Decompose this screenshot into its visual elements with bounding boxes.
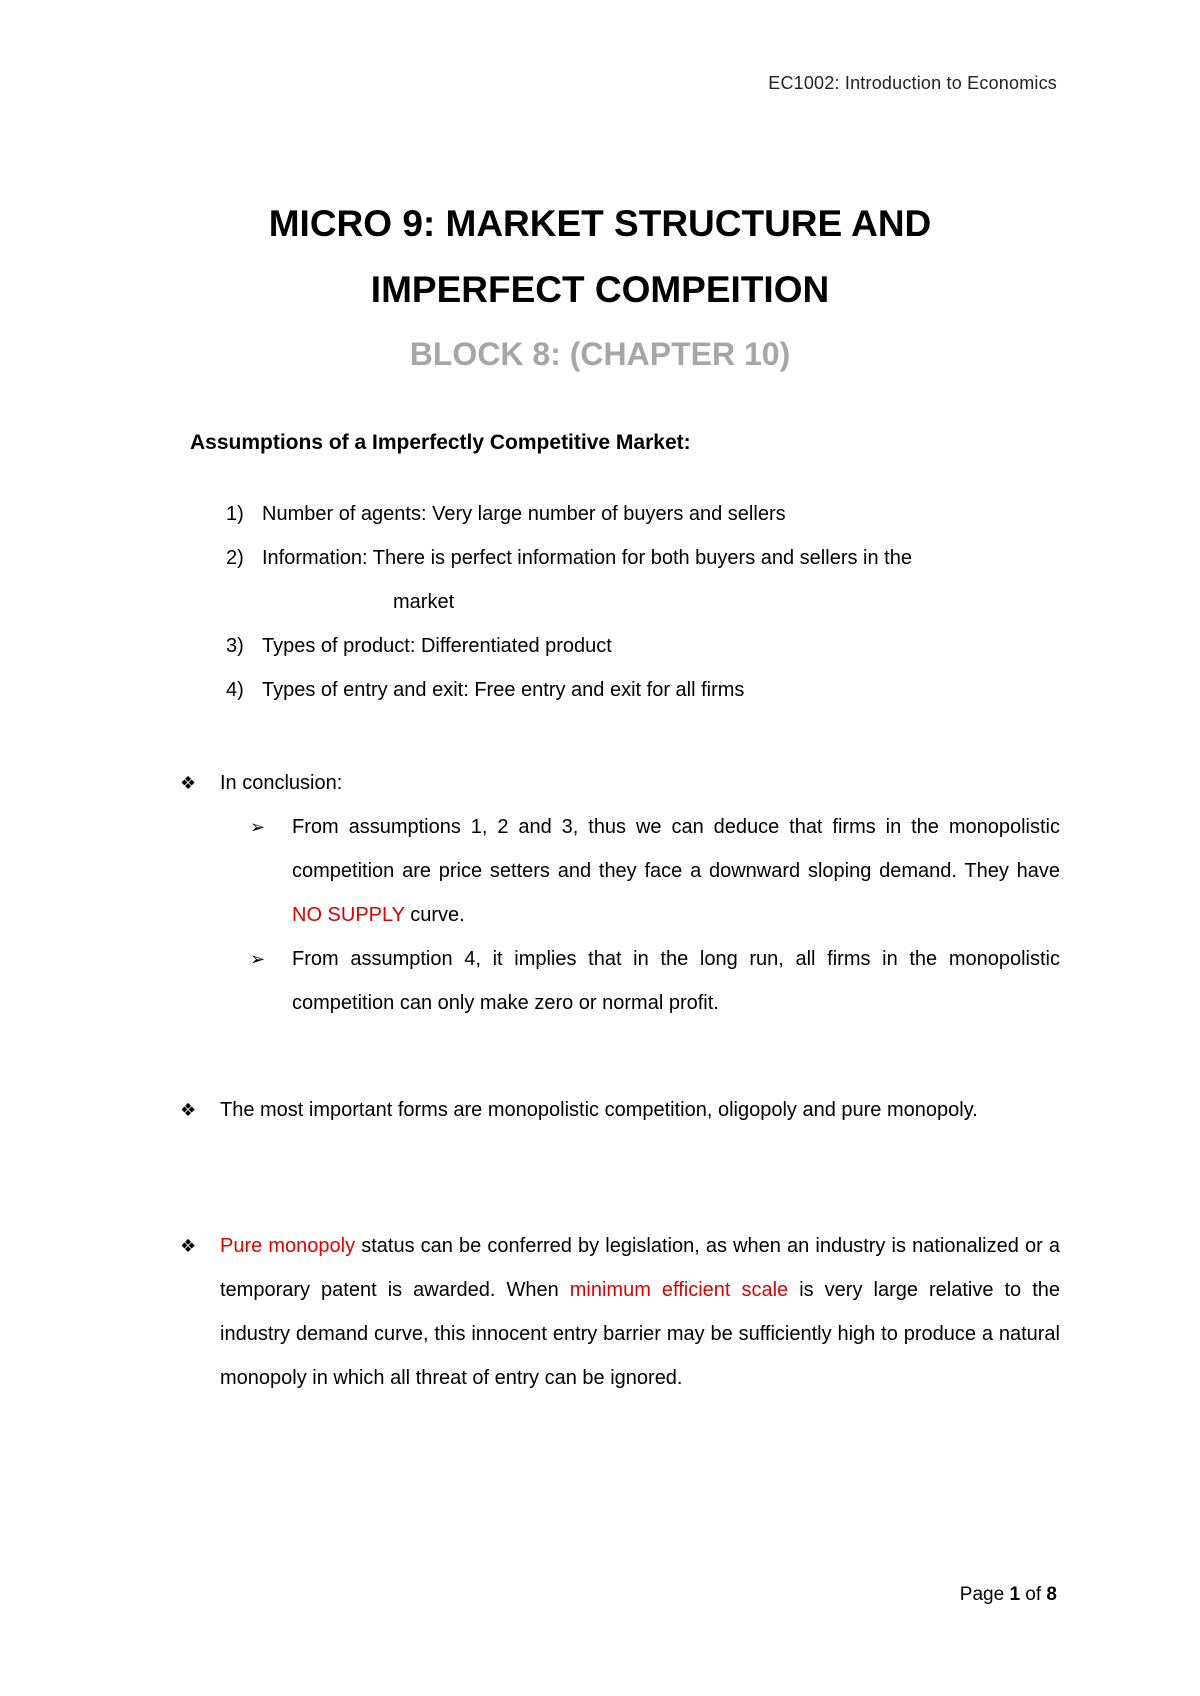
list-item-number: 1) — [226, 503, 244, 525]
conclusion-point-2-text: From assumption 4, it implies that in the long run, all firms in the monopolistic competition can only make zero or normal profit. — [292, 948, 1060, 1014]
total-pages: 8 — [1046, 1584, 1057, 1605]
arrow-bullet-icon: ➢ — [250, 817, 266, 837]
list-item-text: Types of product: Differentiated product — [262, 635, 612, 657]
list-item — [226, 536, 1026, 624]
conclusion-label: In conclusion: — [220, 772, 343, 794]
list-item-text: Types of entry and exit: Free entry and exit for all firms — [262, 679, 745, 701]
pure-monopoly-text-2: is very large relative to the industry demand curve, this innocent entry barrier may be sufficiently high to produce a natural monopoly in which all threat of entry can be ignored. — [220, 1279, 1061, 1389]
document-title-line-2: IMPERFECT COMPEITION — [370, 269, 830, 310]
diamond-bullet-icon: ❖ — [180, 1236, 197, 1256]
page-number: 1 — [1009, 1584, 1021, 1605]
pure-monopoly-section — [180, 1224, 1060, 1400]
list-item-text: Information: There is perfect information for both buyers and sellers in the — [262, 547, 912, 569]
assumptions-heading: Assumptions of a Imperfectly Competitive Market: — [190, 431, 691, 454]
list-item — [226, 492, 1026, 536]
forms-section — [180, 1088, 1060, 1132]
no-supply-highlight: NO SUPPLY — [292, 904, 405, 926]
diamond-bullet-icon: ❖ — [180, 773, 197, 793]
document-subtitle: BLOCK 8: (CHAPTER 10) — [409, 336, 791, 372]
conclusion-point-1 — [250, 805, 1060, 937]
page-header: EC1002: Introduction to Economics — [768, 73, 1057, 93]
diamond-bullet-icon: ❖ — [180, 1100, 197, 1120]
document-title-line-1: MICRO 9: MARKET STRUCTURE AND — [268, 203, 932, 244]
pure-monopoly-text-1: status can be conferred by legislation, as when an industry is nationalized or a temporary patent is awarded. When — [220, 1235, 1060, 1301]
list-item-number: 3) — [226, 635, 244, 657]
list-item-text: Number of agents: Very large number of buyers and sellers — [262, 503, 786, 525]
list-item-number: 2) — [226, 547, 244, 569]
forms-text: The most important forms are monopolistic competition, oligopoly and pure monopoly. — [220, 1099, 978, 1121]
conclusion-point-2 — [250, 937, 1060, 1025]
arrow-bullet-icon: ➢ — [250, 949, 266, 969]
pure-monopoly-highlight: Pure monopoly — [220, 1235, 356, 1257]
conclusion-point-1-text: From assumptions 1, 2 and 3, thus we can deduce that firms in the monopolistic competition are price setters and they face a downward sloping demand. They have — [292, 816, 1060, 882]
conclusion-point-1-end: curve. — [404, 904, 465, 926]
list-item — [226, 668, 1026, 712]
list-item — [226, 624, 1026, 668]
assumptions-list — [226, 492, 1026, 712]
mes-highlight: minimum efficient scale — [569, 1279, 789, 1301]
list-item-continuation: market — [393, 591, 455, 613]
page-label: Page — [959, 1584, 1010, 1605]
of-label: of — [1020, 1584, 1047, 1605]
list-item-number: 4) — [226, 679, 244, 701]
page-footer — [960, 1584, 1057, 1606]
conclusion-section — [180, 761, 1060, 1025]
